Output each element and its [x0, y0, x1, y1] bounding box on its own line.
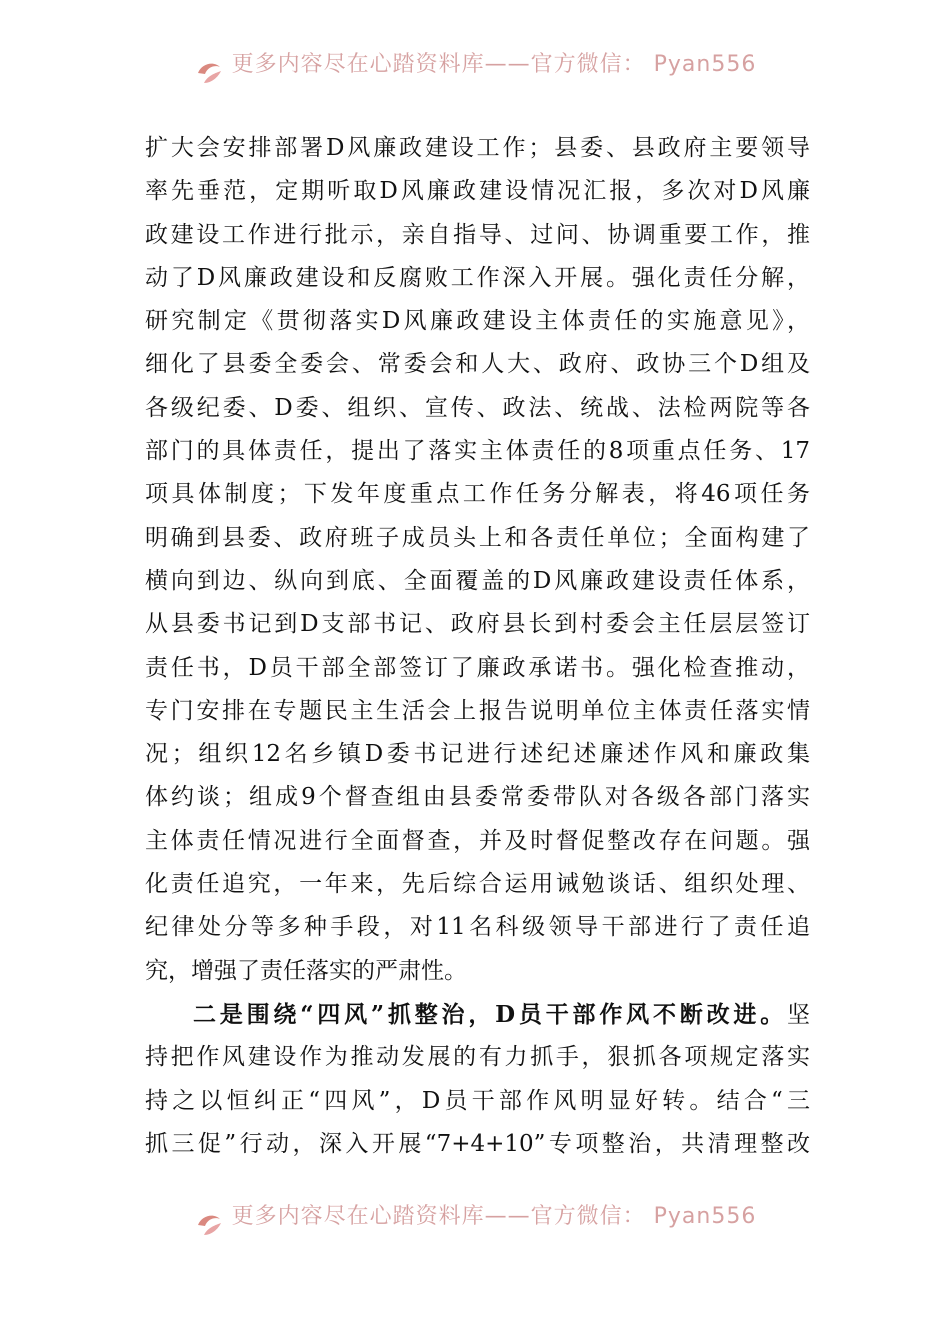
body-line: 从县委书记到D支部书记、政府县长到村委会主任层层签订 [145, 611, 810, 638]
watermark-text: 更多内容尽在心踏资料库——官方微信： Pyan556 [231, 51, 757, 77]
body-line: 扩大会安排部署D风廉政建设工作；县委、县政府主要领导 [145, 135, 810, 161]
body-line: 体约谈；组成9个督查组由县委常委带队对各级各部门落实 [145, 784, 810, 811]
body-line: 主体责任情况进行全面督查，并及时督促整改存在问题。强 [145, 827, 810, 854]
body-line: 横向到边、纵向到底、全面覆盖的D风廉政建设责任体系， [145, 567, 810, 594]
body-line: 部门的具体责任，提出了落实主体责任的8项重点任务、17 [145, 438, 810, 465]
body-line: 率先垂范，定期听取D风廉政建设情况汇报，多次对D风廉 [145, 178, 810, 205]
body-line: 动了D风廉政建设和反腐败工作深入开展。强化责任分解， [145, 264, 810, 291]
body-line: 政建设工作进行批示，亲自指导、过问、协调重要工作，推 [145, 221, 810, 248]
watermark-bottom [0, 1202, 950, 1246]
body-line: 化责任追究，一年来，先后综合运用诫勉谈话、组织处理、 [145, 871, 810, 898]
body-line: 况；组织12名乡镇D委书记进行述纪述廉述作风和廉政集 [145, 741, 810, 768]
body-line: 专门安排在专题民主生活会上报告说明单位主体责任落实情 [145, 697, 810, 724]
watermark-logo-icon [194, 57, 224, 87]
body-line: 细化了县委全委会、常委会和人大、政府、政协三个D组及 [145, 351, 810, 378]
body-line: 持之以恒纠正“四风”，D员干部作风明显好转。结合“三 [145, 1087, 810, 1114]
watermark-top [0, 50, 950, 94]
watermark-text: 更多内容尽在心踏资料库——官方微信： Pyan556 [231, 1203, 757, 1229]
paragraph-heading-tail: 坚 [787, 1001, 810, 1028]
body-line: 项具体制度；下发年度重点工作任务分解表，将46项任务 [145, 481, 810, 508]
body-line: 抓三促”行动，深入开展“7+4+10”专项整治，共清理整改 [145, 1130, 810, 1157]
body-line: 明确到县委、政府班子成员头上和各责任单位；全面构建了 [145, 524, 810, 551]
body-line: 研究制定《贯彻落实D风廉政建设主体责任的实施意见》， [145, 308, 810, 335]
body-line: 纪律处分等多种手段，对11名科级领导干部进行了责任追 [145, 914, 810, 941]
body-line: 究，增强了责任落实的严肃性。 [145, 957, 467, 984]
body-line: 责任书，D员干部全部签订了廉政承诺书。强化检查推动， [145, 654, 810, 681]
body-line: 持把作风建设作为推动发展的有力抓手，狠抓各项规定落实 [145, 1044, 810, 1071]
paragraph-heading-line [145, 993, 810, 1036]
body-line: 各级纪委、D委、组织、宣传、政法、统战、法检两院等各 [145, 394, 810, 421]
document-body [145, 127, 810, 1166]
watermark-logo-icon [194, 1209, 224, 1239]
paragraph-heading: 二是围绕“四风”抓整治，D员干部作风不断改进。 [193, 1000, 787, 1028]
